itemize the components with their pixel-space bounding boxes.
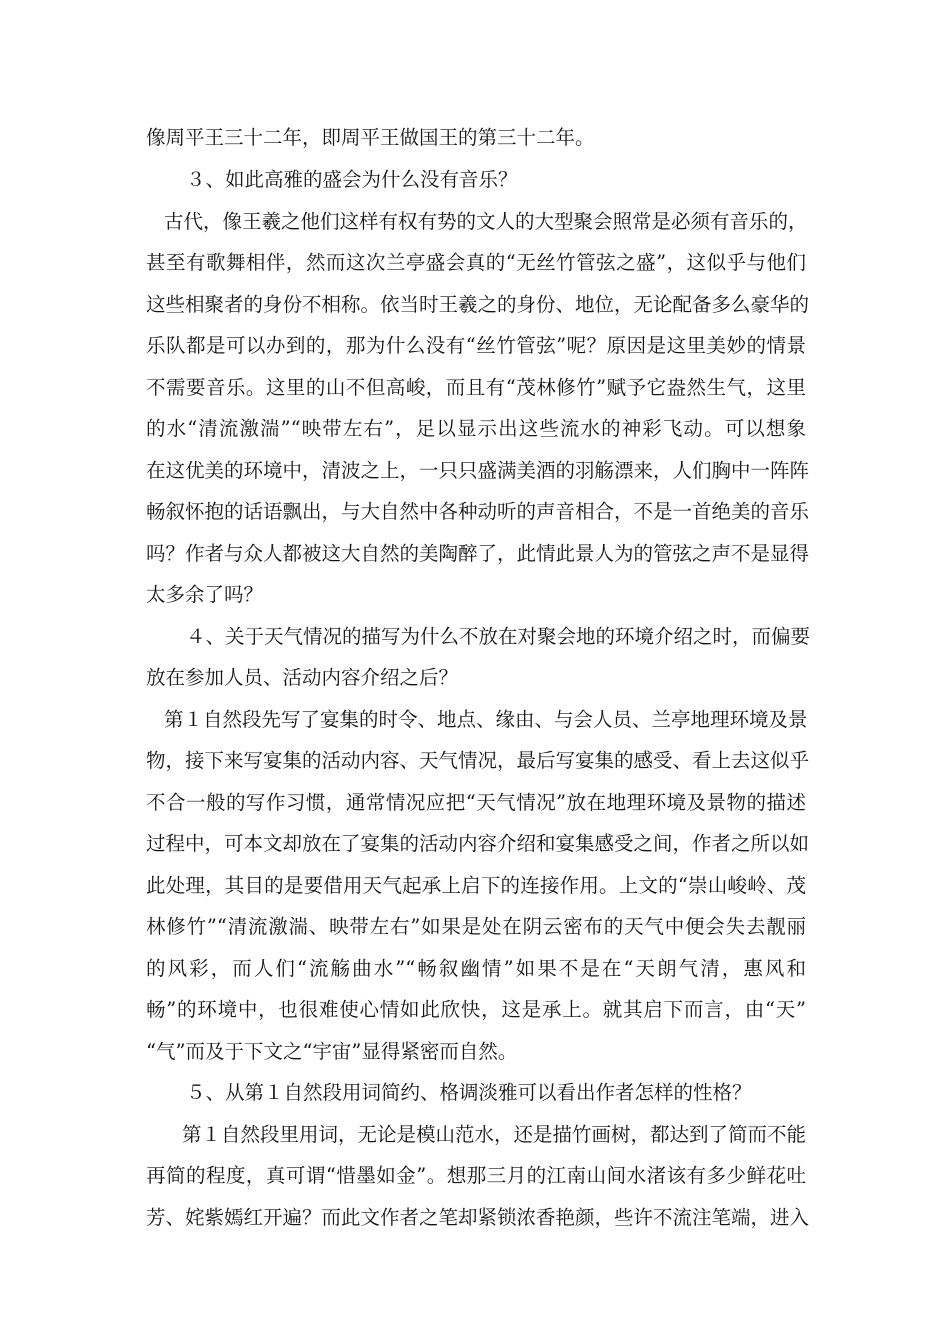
text-line-18: 过程中，可本文却放在了宴集的活动内容介绍和宴集感受之间，作者之所以如 — [146, 832, 810, 855]
text-line-27: 芳、姹紫嫣红开遍？而此文作者之笔却紧锁浓香艳颜，些许不流注笔端，进入 — [146, 1206, 810, 1229]
text-line-1: 像周平王三十二年，即周平王做国王的第三十二年。 — [146, 126, 595, 149]
text-line-5: 这些相聚者的身份不相称。依当时王羲之的身份、地位，无论配备多么豪华的 — [146, 293, 810, 316]
question-heading-3: ３、如此高雅的盛会为什么没有音乐？ — [186, 168, 518, 191]
question-heading-5: ５、从第１自然段用词简约、格调淡雅可以看出作者怎样的性格？ — [186, 1081, 752, 1104]
text-line-21: 的风彩，而人们“流觞曲水”“畅叙幽情”如果不是在“天朗气清，惠风和 — [146, 957, 806, 980]
text-line-23: “气”而及于下文之“宇宙”显得紧密而自然。 — [146, 1040, 518, 1063]
text-line-11: 吗？作者与众人都被这大自然的美陶醉了，此情此景人为的管弦之声不是显得 — [146, 542, 810, 565]
question-heading-4: ４、关于天气情况的描写为什么不放在对聚会地的环境介绍之时，而偏要 — [186, 625, 811, 648]
text-line-6: 乐队都是可以办到的，那为什么没有“丝竹管弦”呢？原因是这里美妙的情景 — [146, 334, 806, 357]
text-line-16: 物，接下来写宴集的活动内容、天气情况，最后写宴集的感受、看上去这似乎 — [146, 749, 810, 772]
text-line-17: 不合一般的写作习惯，通常情况应把“天气情况”放在地理环境及景物的描述 — [146, 791, 806, 814]
text-line-22: 畅”的环境中，也很难使心情如此欣快，这是承上。就其启下而言，由“天” — [146, 998, 806, 1021]
text-line-10: 畅叙怀抱的话语飘出，与大自然中各种动听的声音相合，不是一首绝美的音乐 — [146, 500, 810, 523]
text-line-8: 的水“清流激湍”“映带左右”，足以显示出这些流水的神彩飞动。可以想象 — [146, 417, 806, 440]
text-line-3: 古代，像王羲之他们这样有权有势的文人的大型聚会照常是必须有音乐的， — [164, 210, 808, 233]
text-line-25: 第１自然段里用词，无论是模山范水，还是描竹画树，都达到了简而不能 — [182, 1123, 807, 1146]
text-line-4: 甚至有歌舞相伴，然而这次兰亭盛会真的“无丝竹管弦之盛”，这似乎与他们 — [146, 251, 806, 274]
text-line-9: 在这优美的环境中，清波之上，一只只盛满美酒的羽觞漂来，人们胸中一阵阵 — [146, 459, 810, 482]
text-line-12: 太多余了吗？ — [146, 583, 264, 606]
text-line-20: 林修竹”“清流激湍、映带左右”如果是处在阴云密布的天气中便会失去靓丽 — [146, 915, 806, 938]
text-line-7: 不需要音乐。这里的山不但高峻，而且有“茂林修竹”赋予它盎然生气，这里 — [146, 376, 806, 399]
text-line-26: 再简的程度，真可谓“惜墨如金”。想那三月的江南山间水渚该有多少鲜花吐 — [146, 1164, 806, 1187]
text-line-14: 放在参加人员、活动内容介绍之后？ — [146, 666, 459, 689]
text-line-15: 第１自然段先写了宴集的时令、地点、缘由、与会人员、兰亭地理环境及景 — [164, 708, 808, 731]
text-line-19: 此处理，其目的是要借用天气起承上启下的连接作用。上文的“崇山峻岭、茂 — [146, 874, 806, 897]
